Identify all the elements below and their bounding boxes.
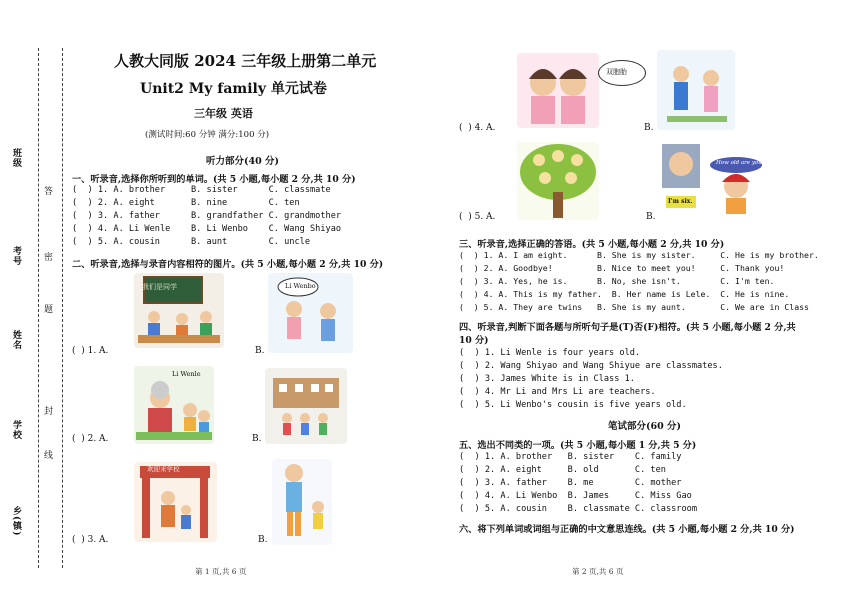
listening-title: 听力部分(40 分) bbox=[206, 156, 280, 167]
welcome-school-picture bbox=[134, 462, 217, 542]
written-part-title: 笔试部分(60 分) bbox=[608, 421, 682, 432]
speech-bubble-text: Li Wenbo bbox=[285, 282, 316, 290]
seal-mark-xian: 线 bbox=[44, 451, 54, 461]
binding-line-inner bbox=[62, 48, 63, 568]
family-tree-picture bbox=[517, 142, 599, 220]
section3-q3: ( ) 3. A. Yes, he is. B. No, she isn't. C. I'm ten. bbox=[459, 276, 775, 286]
exam-title: 人教大同版 2024 三年级上册第二单元 bbox=[114, 52, 377, 70]
exam-subtitle: Unit2 My family 单元试卷 bbox=[140, 81, 327, 97]
section1-title: 一、听录音,选择你所听到的单词。(共 5 小题,每小题 2 分,共 10 分) bbox=[72, 174, 356, 185]
picture-q2-option-b: B. bbox=[252, 434, 262, 444]
blackboard-text: 我们是同学 bbox=[142, 283, 177, 291]
picture-q5-option-b: B. bbox=[646, 212, 656, 222]
section5-q1: ( ) 1. A. brother B. sister C. family bbox=[459, 452, 682, 462]
section5-q2: ( ) 2. A. eight B. old C. ten bbox=[459, 465, 666, 475]
seal-mark-ti: 题 bbox=[44, 305, 54, 315]
section4-q5: ( ) 5. Li Wenbo's cousin is five years old. bbox=[459, 400, 687, 410]
twin-girls-picture bbox=[517, 53, 599, 128]
picture-q3-label: ( ) 3. A. bbox=[72, 535, 109, 545]
father-son-picture bbox=[272, 459, 332, 545]
section4-q1: ( ) 1. Li Wenle is four years old. bbox=[459, 348, 641, 358]
section4-q2: ( ) 2. Wang Shiyao and Wang Shiyue are classmates. bbox=[459, 361, 723, 371]
picture-q5-label: ( ) 5. A. bbox=[459, 212, 496, 222]
section5-q5: ( ) 5. A. cousin B. classmate C. classroom bbox=[459, 504, 697, 514]
section1-q4: ( ) 4. A. Li Wenle B. Li Wenbo C. Wang Shiyao bbox=[72, 224, 342, 234]
picture-q4-label: ( ) 4. A. bbox=[459, 123, 496, 133]
how-old-picture bbox=[660, 142, 760, 220]
right-page-footer: 第 2 页,共 6 页 bbox=[572, 567, 624, 576]
section1-q2: ( ) 2. A. eight B. nine C. ten bbox=[72, 198, 300, 208]
exam-no-label: 考号 bbox=[11, 246, 21, 266]
section6-title: 六、将下列单词或词组与正确的中文意思连线。(共 5 小题,每小题 2 分,共 10 分) bbox=[459, 524, 795, 535]
left-page-footer: 第 1 页,共 6 页 bbox=[195, 567, 247, 576]
seal-mark-da: 答 bbox=[44, 187, 54, 197]
name-label: 姓名 bbox=[11, 330, 21, 350]
section3-title: 三、听录音,选择正确的答语。(共 5 小题,每小题 2 分,共 10 分) bbox=[459, 239, 725, 250]
gate-sign-text: 欢迎来学校 bbox=[147, 465, 180, 473]
section1-q1: ( ) 1. A. brother B. sister C. classmate bbox=[72, 185, 331, 195]
section3-q5: ( ) 5. A. They are twins B. She is my aunt. C. We are in Class bbox=[459, 302, 809, 312]
section4-q4: ( ) 4. Mr Li and Mrs Li are teachers. bbox=[459, 387, 656, 397]
section1-q3: ( ) 3. A. father B. grandfather C. grandmother bbox=[72, 211, 342, 221]
section5-q3: ( ) 3. A. father B. me C. mother bbox=[459, 478, 682, 488]
section4-title: 四、听录音,判断下面各题与所听句子是(T)否(F)相符。(共 5 小题,每小题 2 分,共 10 分) bbox=[459, 322, 796, 346]
school-gate-picture bbox=[265, 368, 347, 444]
picture-q2-label: ( ) 2. A. bbox=[72, 434, 109, 444]
picture-q1-option-b: B. bbox=[255, 346, 265, 356]
class-label: 班级 bbox=[11, 148, 21, 168]
section3-q1: ( ) 1. A. I am eight. B. She is my sister. C. He is my brother. bbox=[459, 250, 819, 260]
grade-subject: 三年级 英语 bbox=[194, 107, 253, 120]
section1-q5: ( ) 5. A. cousin B. aunt C. uncle bbox=[72, 237, 310, 247]
picture-q3-option-b: B. bbox=[258, 535, 268, 545]
section2-title: 二、听录音,选择与录音内容相符的图片。(共 5 小题,每小题 2 分,共 10 分) bbox=[72, 259, 384, 270]
brother-sister-picture bbox=[657, 50, 735, 130]
section3-q4: ( ) 4. A. This is my father. B. Her name is Lele. C. He is nine. bbox=[459, 289, 790, 299]
bubble-text-howold: How old are you? bbox=[716, 160, 765, 166]
picture-q1-label: ( ) 1. A. bbox=[72, 346, 109, 356]
section5-title: 五、选出不同类的一项。(共 5 小题,每小题 1 分,共 5 分) bbox=[459, 440, 697, 451]
picture-q4-option-b: B. bbox=[644, 123, 654, 133]
school-label: 学校 bbox=[11, 420, 21, 440]
picture-caption-liwenle: Li Wenle bbox=[172, 370, 201, 378]
section5-q4: ( ) 4. A. Li Wenbo B. James C. Miss Gao bbox=[459, 491, 692, 501]
seal-mark-feng: 封 bbox=[44, 407, 54, 417]
seal-mark-mi: 密 bbox=[44, 253, 54, 263]
reply-text-age: I'm six. bbox=[668, 198, 693, 205]
section4-q3: ( ) 3. James White is in Class 1. bbox=[459, 374, 635, 384]
section3-q2: ( ) 2. A. Goodbye! B. Nice to meet you! C. Thank you! bbox=[459, 263, 785, 273]
town-label: 乡(镇) bbox=[11, 506, 21, 537]
bubble-text-twins: 双胞胎 bbox=[606, 68, 627, 76]
exam-meta: (测试时间:60 分钟 满分:100 分) bbox=[145, 130, 270, 140]
binding-line-outer bbox=[38, 48, 39, 568]
